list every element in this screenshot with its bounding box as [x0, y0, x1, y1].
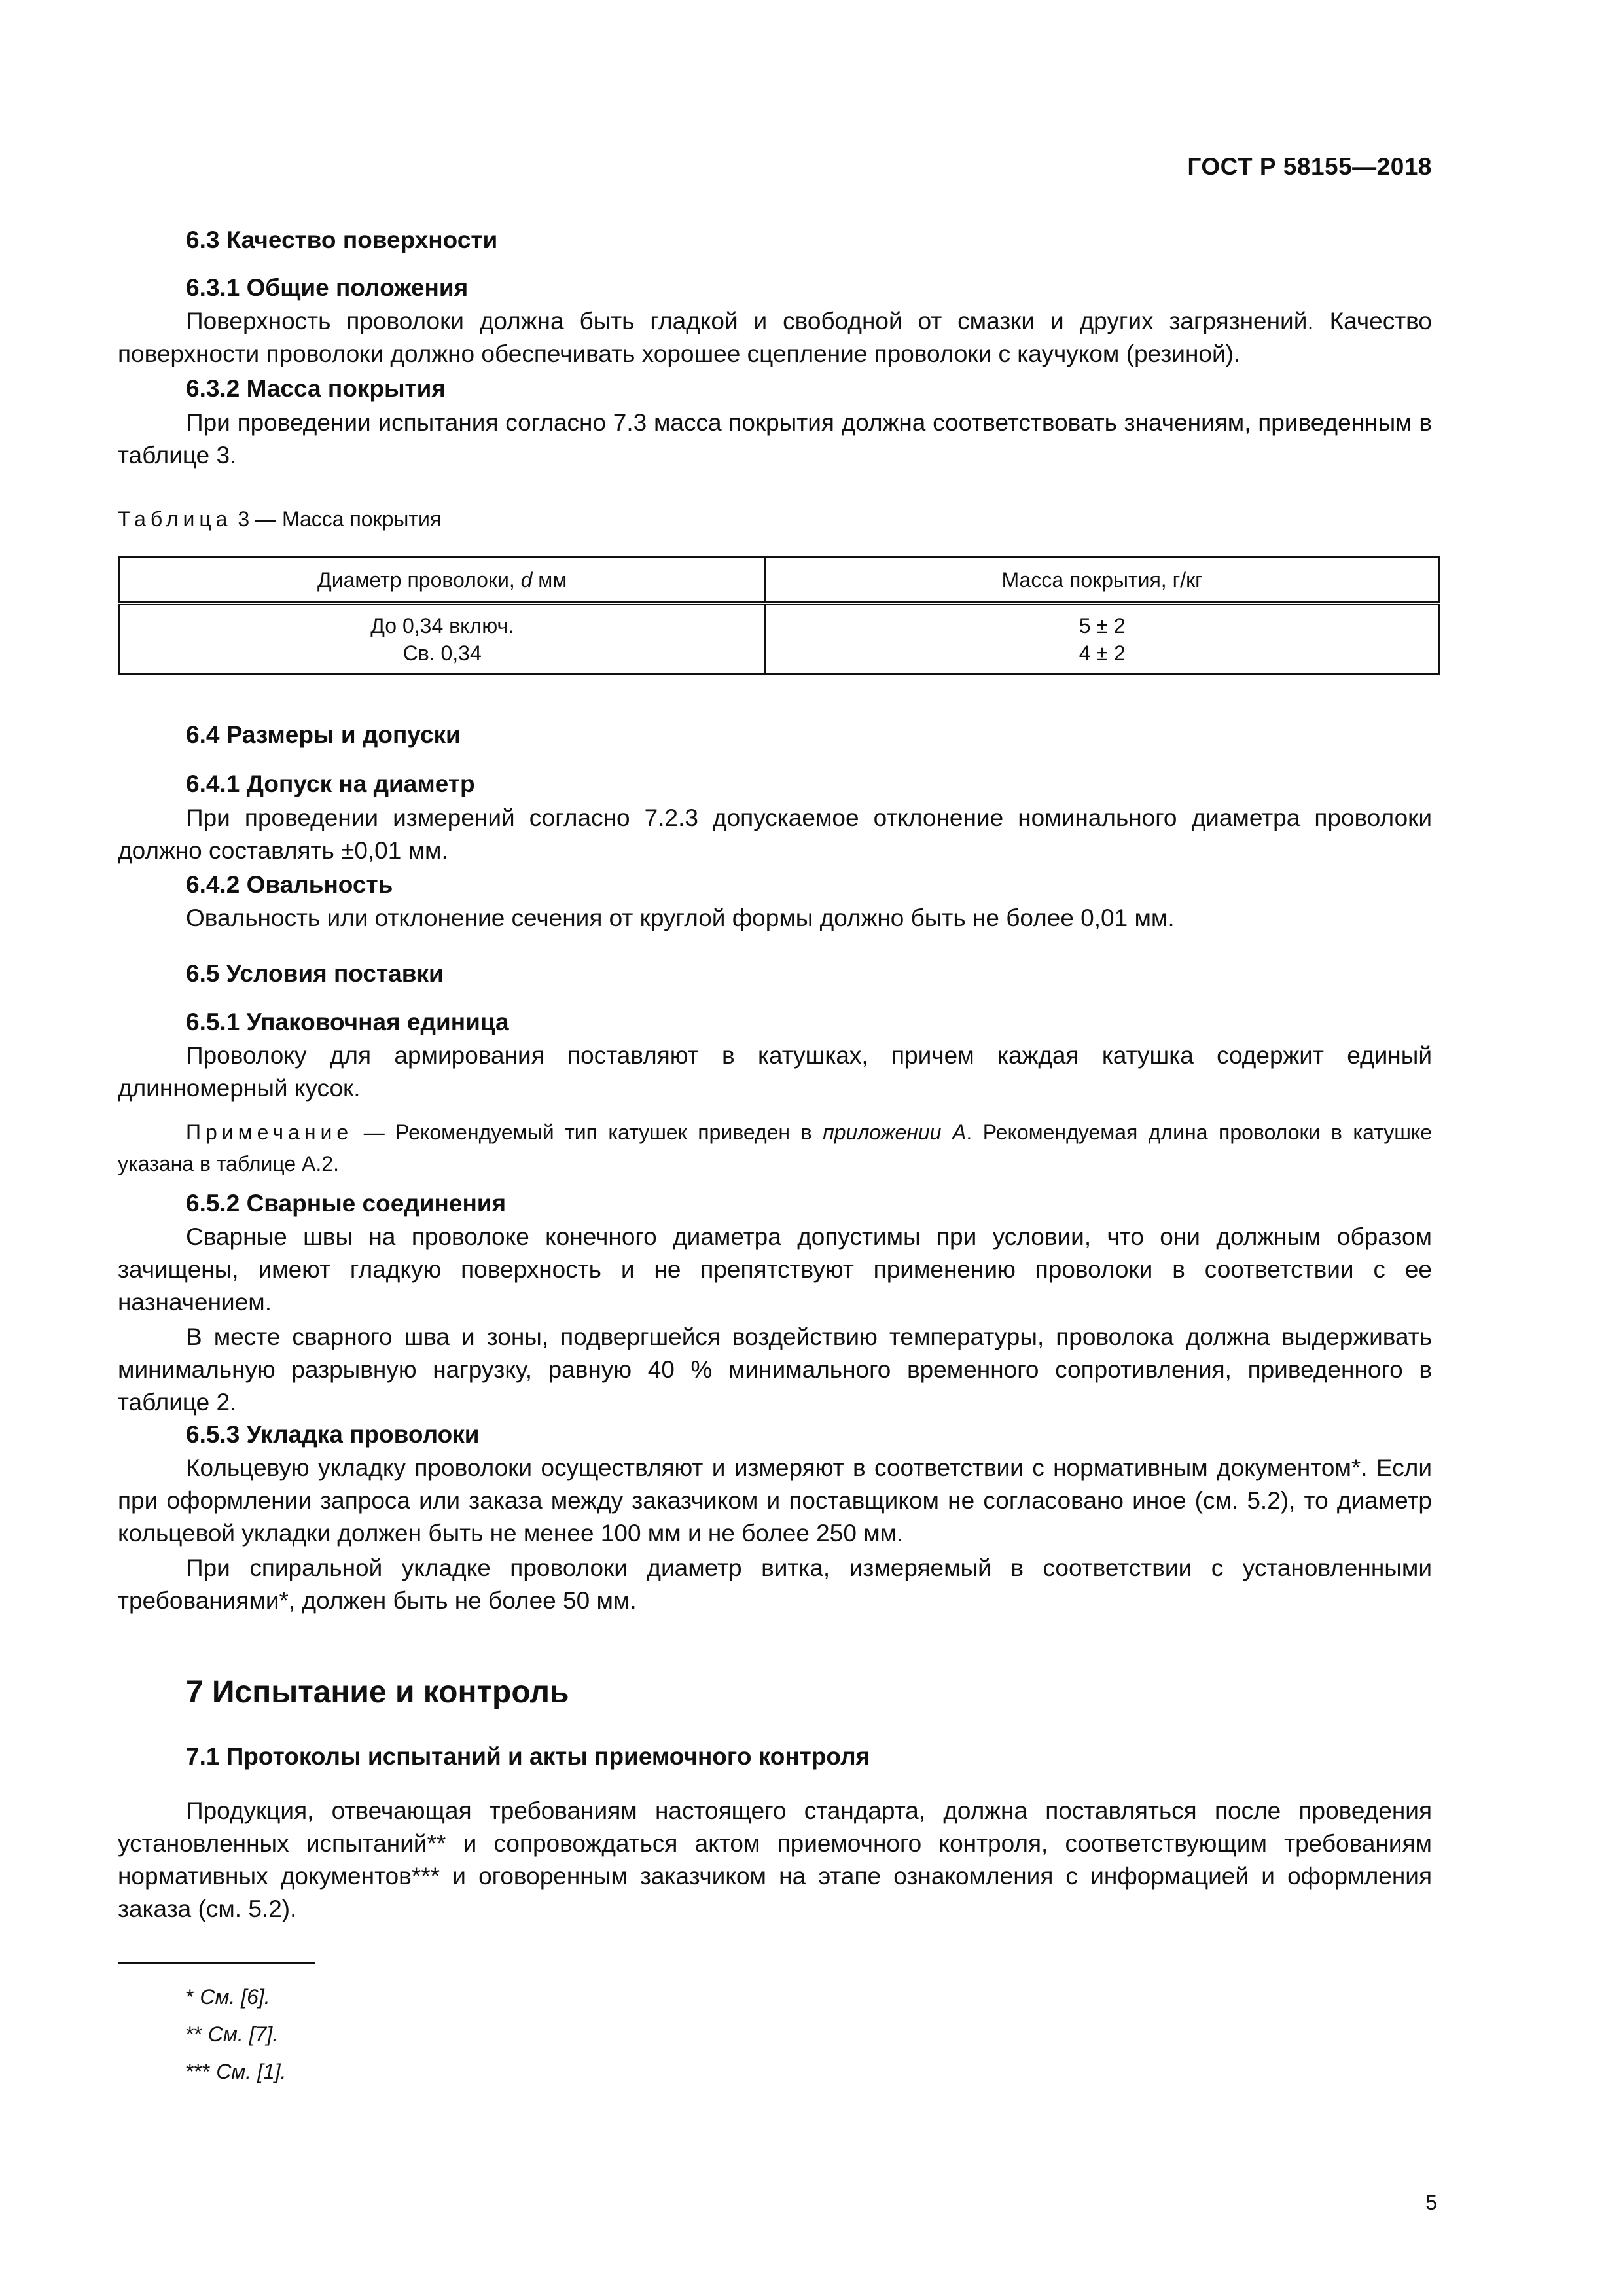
footnote-1 — [186, 1985, 270, 2009]
section-6-5-2-heading: 6.5.2 Сварные соединения — [186, 1190, 507, 1217]
mass-value: 5 ± 2 — [1079, 614, 1126, 637]
footnote-text: См. [7]. — [207, 2022, 279, 2046]
section-6-4-heading: 6.4 Размеры и допуски — [186, 721, 461, 748]
section-7-1-text: Продукция, отвечающая требованиям настоящего стандарта, должна поставляться после проведения установленных испытаний** и сопровождаться актом приемочного контроля, соответствующим требованиям нормативных документов*** и оговоренным заказчиком на этапе ознакомления с информацией и оформления заказа (см. 5.2). — [118, 1797, 1432, 1922]
note-text-start: — Рекомендуемый тип катушек приведен в — [353, 1121, 823, 1144]
page-number: 5 — [1425, 2191, 1437, 2214]
footnote-mark: ** — [186, 2022, 202, 2046]
header-diameter-unit: мм — [538, 567, 567, 592]
footnote-mark: * — [186, 1985, 194, 2009]
header-diameter — [119, 558, 766, 604]
section-6-4-1-heading: 6.4.1 Допуск на диаметр — [186, 770, 475, 797]
footnote-mark: *** — [186, 2060, 211, 2083]
mass-value: 4 ± 2 — [1079, 641, 1126, 665]
section-7-heading: 7 Испытание и контроль — [186, 1675, 569, 1710]
header-coating-mass: Масса покрытия, г/кг — [766, 558, 1439, 604]
footnote-text: См. [6]. — [200, 1985, 270, 2009]
header-diameter-symbol: d — [520, 567, 533, 592]
coating-mass-table — [118, 556, 1440, 675]
document-code: ГОСТ Р 58155—2018 — [1187, 153, 1432, 180]
note-appendix-ref: приложении А — [823, 1121, 967, 1144]
section-6-5-2-text-1: Сварные швы на проволоке конечного диаметра допустимы при условии, что они должным образом зачищены, имеют гладкую поверхность и не препятствуют применению проволоки в соответствии с ее назначением. — [118, 1223, 1432, 1316]
diameter-value: До 0,34 включ. — [370, 614, 514, 637]
footnote-text: См. [1]. — [216, 2060, 287, 2083]
section-6-5-3-text-1: Кольцевую укладку проволоки осуществляют и измеряют в соответствии с нормативным документом*. Если при оформлении запроса или заказа между заказчиком и поставщиком не согласовано иное (см. 5.2), то диаметр кольцевой укладки должен быть не менее 100 мм и не более 250 мм. — [118, 1454, 1432, 1547]
section-7-1-heading: 7.1 Протоколы испытаний и акты приемочного контроля — [186, 1743, 870, 1770]
mass-cell — [766, 603, 1439, 675]
section-6-5-2-text-2: В месте сварного шва и зоны, подвергшейся воздействию температуры, проволока должна выдерживать минимальную разрывную нагрузку, равную 40 % минимального временного сопротивления, приведенного в таблице 2. — [118, 1323, 1432, 1416]
diameter-value: Св. 0,34 — [402, 641, 482, 665]
section-6-3-1-heading: 6.3.1 Общие положения — [186, 274, 469, 301]
table-header-row — [119, 558, 1439, 604]
section-6-5-1-heading: 6.5.1 Упаковочная единица — [186, 1009, 509, 1035]
note-label: Примечание — [186, 1121, 353, 1144]
table-row — [119, 603, 1439, 675]
header-diameter-prefix: Диаметр проволоки, — [317, 567, 515, 592]
section-6-5-heading: 6.5 Условия поставки — [186, 960, 444, 987]
section-6-3-2-heading: 6.3.2 Масса покрытия — [186, 375, 446, 402]
note-text-end: . Рекомендуемая длина проволоки в катушке указана в таблице А.2. — [118, 1121, 1433, 1175]
note-paragraph — [118, 1117, 1432, 1179]
section-6-4-2-text: Овальность или отклонение сечения от круглой формы должно быть не более 0,01 мм. — [186, 905, 1175, 931]
footnote-2 — [186, 2022, 278, 2047]
footnote-3 — [186, 2060, 287, 2084]
diameter-cell — [119, 603, 766, 675]
section-6-3-1-text: Поверхность проволоки должна быть гладкой и свободной от смазки и других загрязнений. Качество поверхности проволоки должно обеспечивать хорошее сцепление проволоки с каучуком (резиной). — [118, 308, 1432, 367]
section-6-3-heading: 6.3 Качество поверхности — [186, 226, 498, 253]
footnote-separator — [118, 1962, 315, 1964]
section-6-4-2-heading: 6.4.2 Овальность — [186, 871, 393, 898]
table-caption-title: 3 — Масса покрытия — [238, 507, 442, 531]
section-6-3-2-text: При проведении испытания согласно 7.3 масса покрытия должна соответствовать значениям, приведенным в таблице 3. — [118, 409, 1432, 469]
section-6-5-3-text-2: При спиральной укладке проволоки диаметр витка, измеряемый в соответствии с установленными требованиями*, должен быть не более 50 мм. — [118, 1554, 1432, 1614]
section-6-5-1-text: Проволоку для армирования поставляют в катушках, причем каждая катушка содержит единый длинномерный кусок. — [118, 1042, 1432, 1102]
table-caption-word: Таблица — [118, 507, 232, 531]
section-6-5-3-heading: 6.5.3 Укладка проволоки — [186, 1421, 480, 1448]
table-3-caption — [118, 507, 441, 531]
section-6-4-1-text: При проведении измерений согласно 7.2.3 допускаемое отклонение номинального диаметра проволоки должно составлять ±0,01 мм. — [118, 804, 1432, 864]
